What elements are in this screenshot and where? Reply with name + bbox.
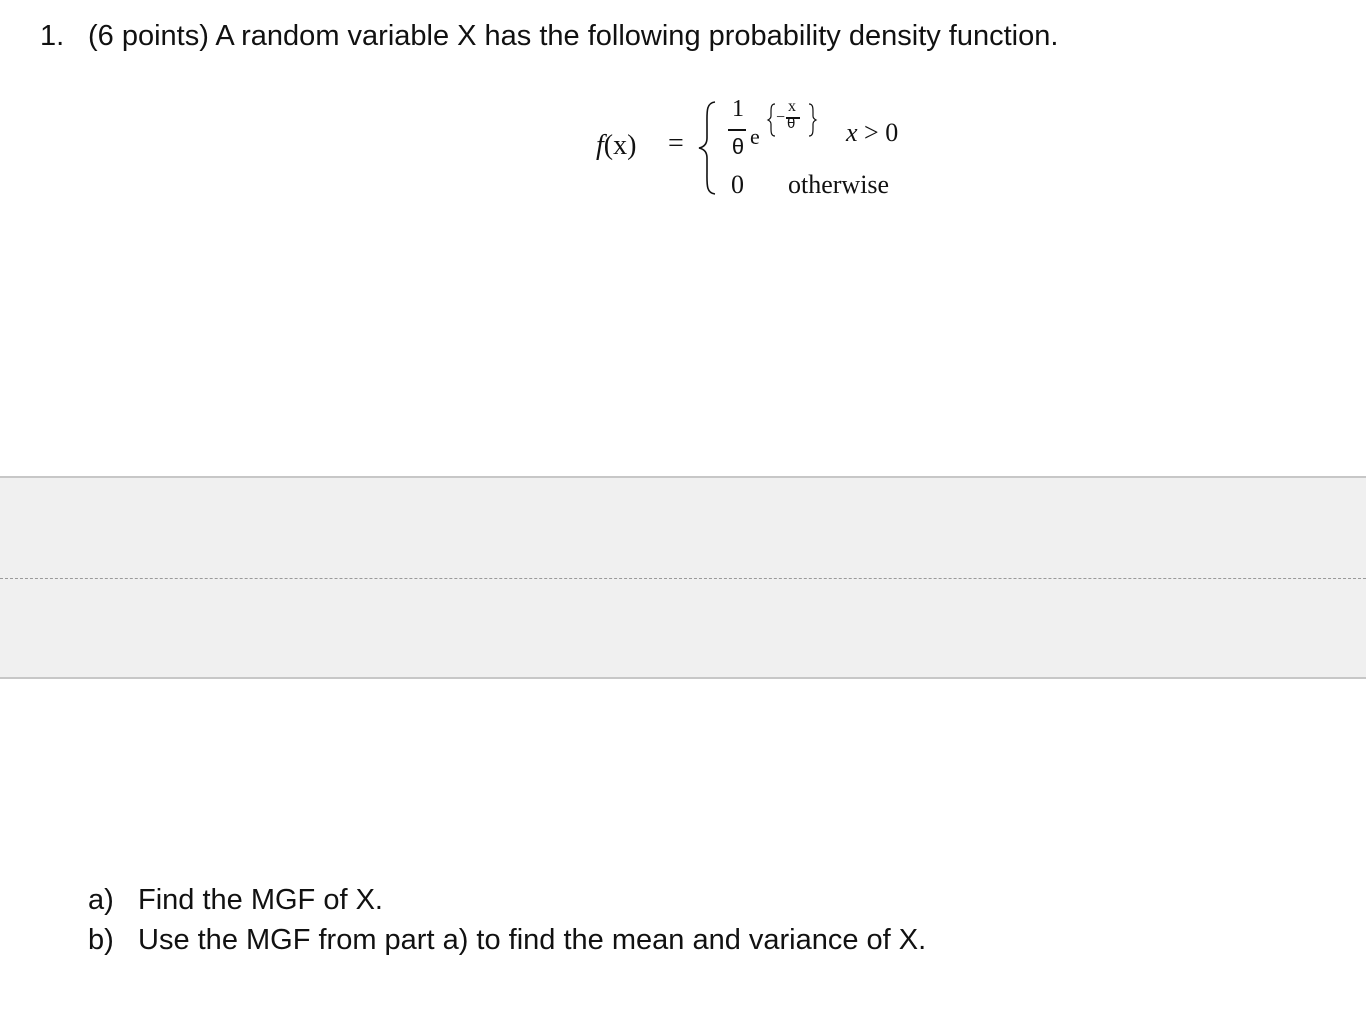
fraction-bar bbox=[728, 129, 746, 131]
dashed-divider bbox=[0, 578, 1366, 579]
fraction-numerator: 1 bbox=[732, 96, 744, 122]
left-brace bbox=[696, 100, 718, 196]
exponent bbox=[766, 100, 818, 140]
case1-condition-rest: > 0 bbox=[857, 118, 899, 147]
formula-equals: = bbox=[668, 128, 684, 159]
exponential-base: e bbox=[750, 124, 760, 149]
question-text: (6 points) A random variable X has the following probability density function. bbox=[88, 20, 1059, 52]
part-text: Find the MGF of X. bbox=[138, 884, 383, 916]
exponent-numerator: x bbox=[788, 98, 796, 115]
exponent-denominator: θ bbox=[787, 115, 796, 132]
question-number: 1. bbox=[40, 20, 65, 52]
case1-condition-var: x bbox=[846, 118, 858, 147]
part-label: a) bbox=[88, 884, 114, 916]
exponent-minus: − bbox=[776, 109, 786, 126]
part-b bbox=[88, 920, 926, 960]
case2-value: 0 bbox=[731, 170, 744, 199]
case1-condition bbox=[846, 118, 898, 148]
part-a bbox=[88, 880, 926, 920]
answer-band bbox=[0, 476, 1366, 679]
formula-lhs-arg: (x) bbox=[603, 130, 637, 161]
part-text: Use the MGF from part a) to find the mean and variance of X. bbox=[138, 924, 927, 956]
formula-lhs bbox=[596, 130, 636, 162]
part-label: b) bbox=[88, 924, 114, 956]
formula-lhs-func: f bbox=[596, 130, 604, 161]
fraction-denominator: θ bbox=[731, 134, 745, 159]
case2-condition: otherwise bbox=[788, 170, 890, 199]
question-parts bbox=[88, 880, 926, 960]
pdf-formula bbox=[0, 0, 1366, 220]
